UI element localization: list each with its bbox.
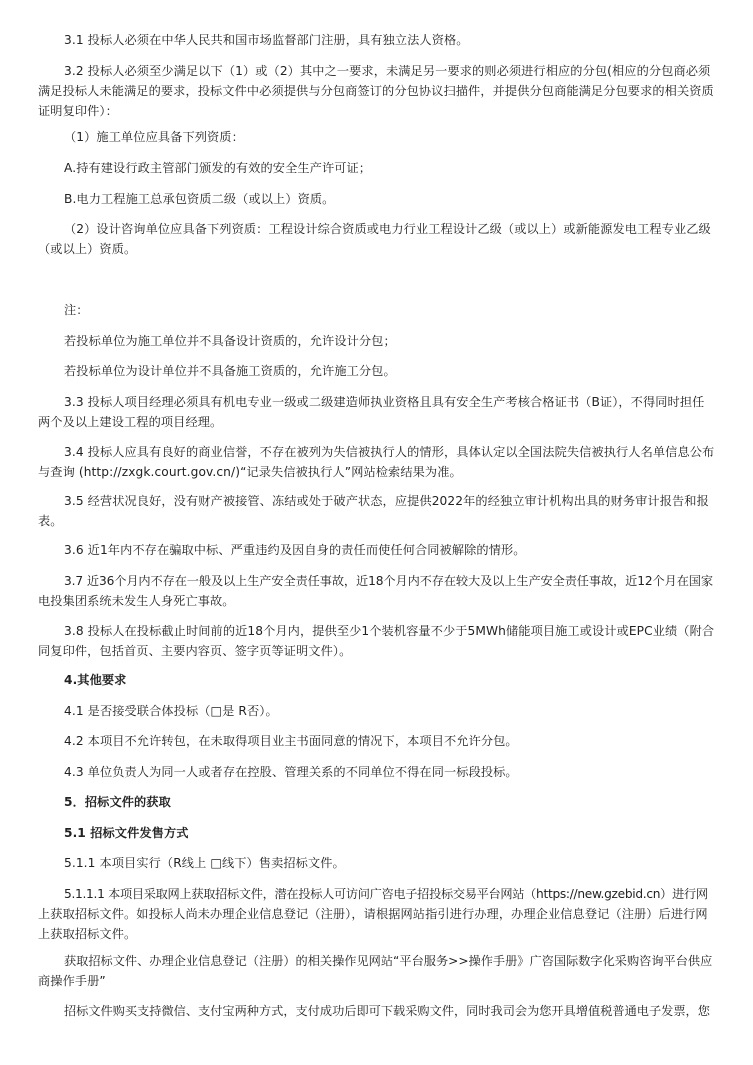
clause-3-5: 3.5 经营状况良好，没有财产被接管、冻结或处于破产状态，应提供2022年的经独立审计机构出具的财务审计报告和报 表。 — [38, 494, 709, 528]
section-5-heading: 5．招标文件的获取 — [64, 795, 171, 809]
clause-3-8: 3.8 投标人在投标截止时间前的近18个月内，提供至少1个装机容量不少于5MWh储能项目施工或设计或EPC业绩（附合 同复印件，包括首页、主要内容页、签字页等证明文件）。 — [38, 624, 715, 658]
section-4-heading: 4.其他要求 — [64, 673, 127, 687]
operation-manual-paragraph: 获取招标文件、办理企业信息登记（注册）的相关操作见网站“平台服务>>操作手册》广咨国际数字化采购咨询平台供应 商操作手册” — [38, 954, 713, 988]
note-2: 若投标单位为设计单位并不具备施工资质的，允许施工分包。 — [64, 364, 396, 378]
section-5-1-heading: 5.1 招标文件发售方式 — [64, 826, 189, 840]
clause-5-1-1-1: 5.1.1.1 本项目采取网上获取招标文件，潜在投标人可访问广咨电子招投标交易平台网站（https://new.gzebid.cn）进行网 上获取招标文件。如投标人尚未办理企业信息登记（注册），请根据网站指引进行办理，办理企业信息登记（注册）后进行网 上获取招标文件。 — [38, 887, 708, 941]
payment-paragraph: 招标文件购买支持微信、支付宝两种方式，支付成功后即可下载采购文件，同时我司会为您开具增值税普通电子发票，您 — [64, 1004, 710, 1018]
clause-3-4: 3.4 投标人应具有良好的商业信誉，不存在被列为失信被执行人的情形，具体认定以全国法院失信被执行人名单信息公布 与查询 (http://zxgk.court.gov.cn/)“记录失信被执行人”网站检索结果为准。 — [38, 445, 715, 479]
clause-3-7: 3.7 近36个月内不存在一般及以上生产安全责任事故，近18个月内不存在较大及以上生产安全责任事故，近12个月在国家 电投集团系统未发生人身死亡事故。 — [38, 574, 713, 608]
clause-3-6: 3.6 近1年内不存在骗取中标、严重违约及因自身的责任而使任何合同被解除的情形。 — [64, 543, 526, 557]
clause-4-2: 4.2 本项目不允许转包，在未取得项目业主书面同意的情况下，本项目不允许分包。 — [64, 734, 518, 748]
clause-3-1: 3.1 投标人必须在中华人民共和国市场监督部门注册，具有独立法人资格。 — [64, 33, 469, 47]
clause-3-2: 3.2 投标人必须至少满足以下（1）或（2）其中之一要求，未满足另一要求的则必须进行相应的分包(相应的分包商必须 满足投标人未能满足的要求，投标文件中必须提供与分包商签订的分包协议扫描件，并提供分包商能满足分包要求的相关资质 证明复印件）： — [38, 64, 714, 118]
clause-3-3: 3.3 投标人项目经理必须具有机电专业一级或二级建造师执业资格且具有安全生产考核合格证书（B证），不得同时担任 两个及以上建设工程的项目经理。 — [38, 395, 705, 429]
clause-4-1: 4.1 是否接受联合体投标（□是 R否）。 — [64, 704, 278, 718]
clause-3-2-item-b: B.电力工程施工总承包资质二级（或以上）资质。 — [64, 192, 335, 206]
clause-3-2-item-a: A.持有建设行政主管部门颁发的有效的安全生产许可证； — [64, 161, 372, 175]
clause-3-2-item-2: （2）设计咨询单位应具备下列资质：工程设计综合资质或电力行业工程设计乙级（或以上）或新能源发电工程专业乙级 （或以上）资质。 — [38, 222, 711, 256]
clause-5-1-1: 5.1.1 本项目实行（R线上 □线下）售卖招标文件。 — [64, 856, 345, 870]
note-1: 若投标单位为施工单位并不具备设计资质的，允许设计分包； — [64, 334, 396, 348]
clause-3-2-item-1: （1）施工单位应具备下列资质： — [64, 130, 244, 144]
clause-4-3: 4.3 单位负责人为同一人或者存在控股、管理关系的不同单位不得在同一标段投标。 — [64, 765, 518, 779]
note-heading: 注： — [64, 303, 89, 317]
